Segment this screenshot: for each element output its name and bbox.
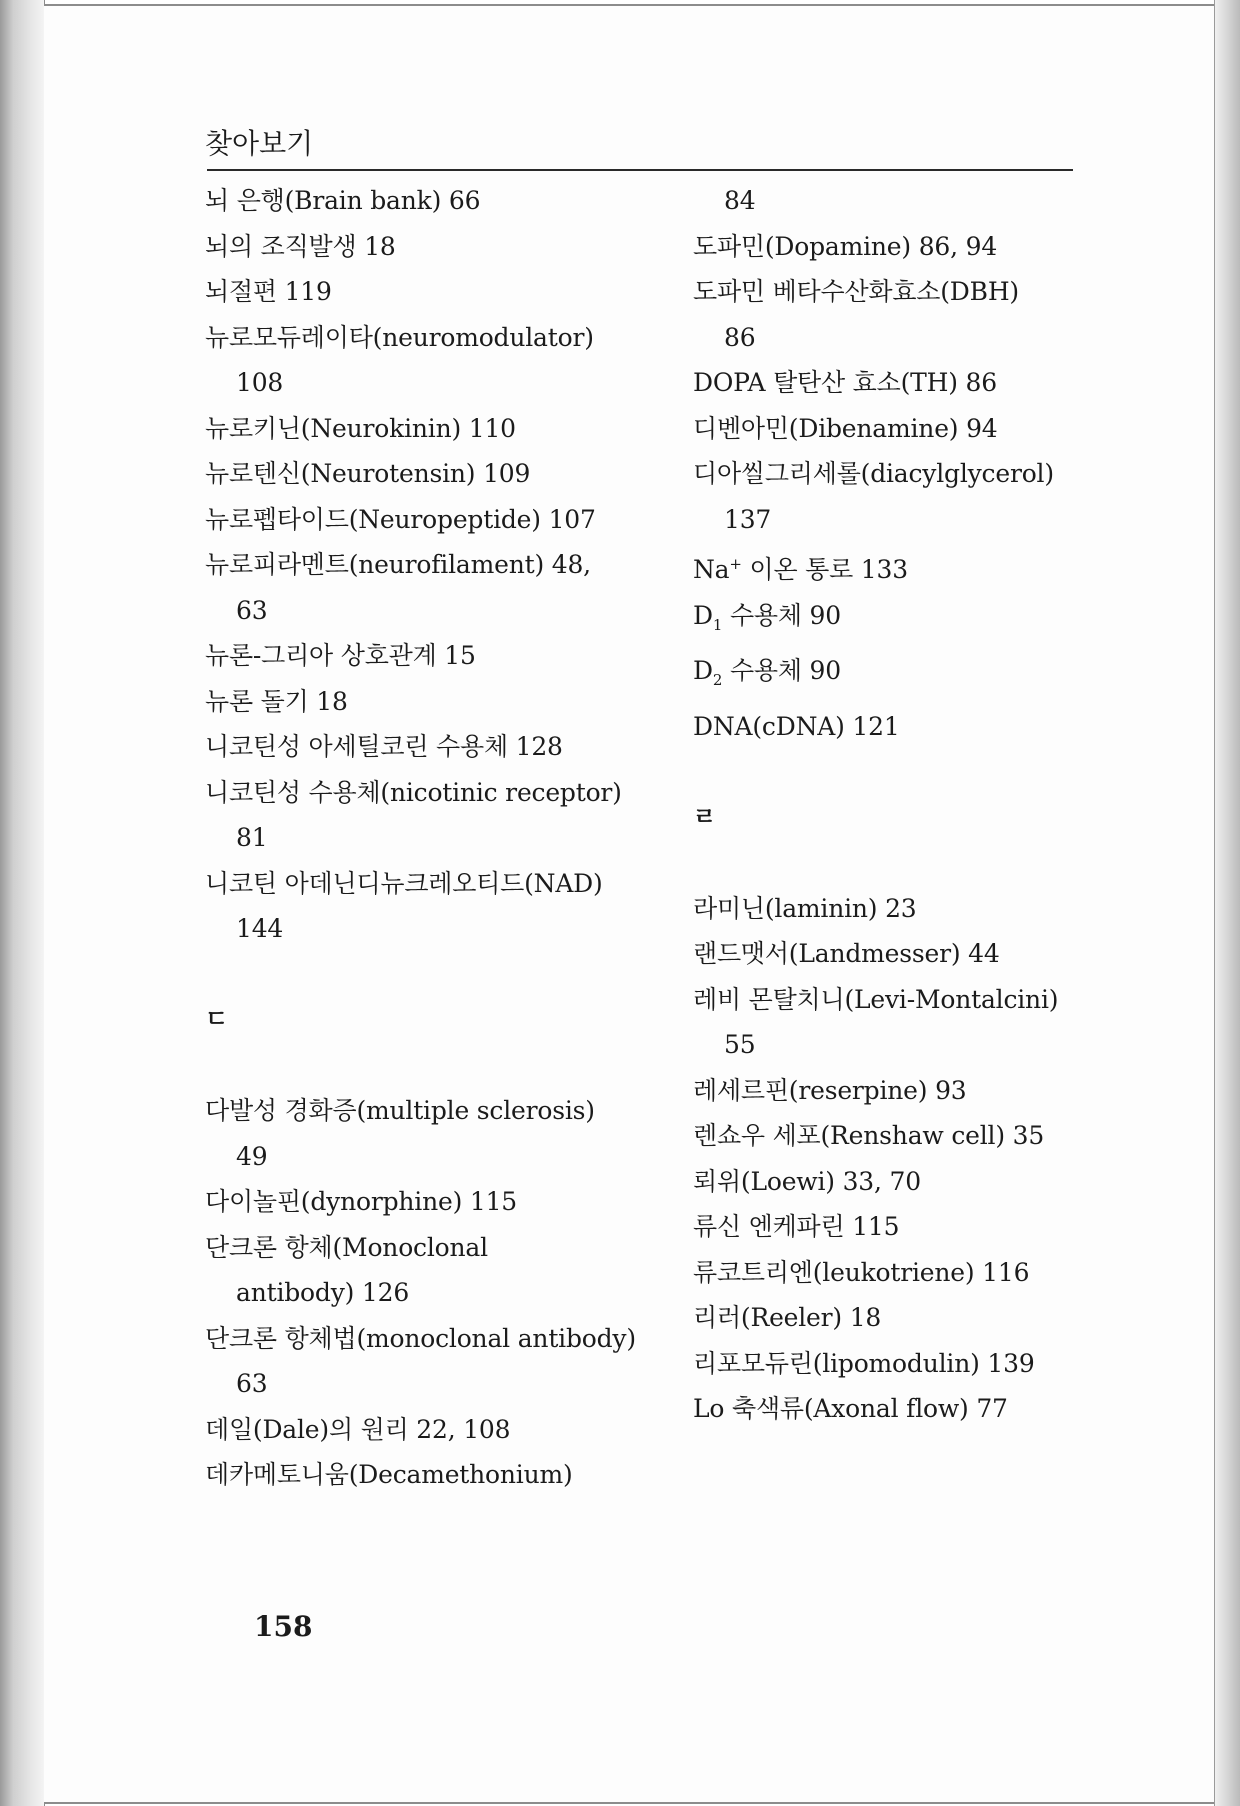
index-entry: 류코트리엔(leukotriene) 116 (693, 1257, 1030, 1287)
page-number: 158 (254, 1610, 313, 1643)
index-entry: 리포모듀린(lipomodulin) 139 (693, 1348, 1035, 1378)
index-entry: 뉴로텐신(Neurotensin) 109 (205, 459, 531, 488)
d1-subscript: 1 (712, 615, 723, 634)
na-superscript: + (729, 555, 742, 573)
index-entry: 단크론 항체(Monoclonal (205, 1232, 488, 1262)
index-entry: 라미닌(laminin) 23 (693, 893, 917, 923)
index-entry: 레비 몬탈치니(Levi-Montalcini) (693, 984, 1059, 1014)
index-entry: 뉴로모듀레이타(neuromodulator) (205, 322, 594, 352)
index-entry: 니코틴성 아세틸코린 수용체 128 (205, 732, 563, 761)
index-entry: 뉴로펩타이드(Neuropeptide) 107 (205, 504, 596, 534)
index-entry: 류신 엔케파린 115 (693, 1212, 900, 1241)
book-spine-edge (0, 0, 45, 1806)
index-entry: 단크론 항체법(monoclonal antibody) (205, 1323, 636, 1353)
index-entry-continuation: 86 (724, 322, 756, 352)
index-entry-continuation: 63 (236, 595, 268, 625)
section-spacer (205, 952, 675, 998)
index-entry: 디벤아민(Dibenamine) 94 (693, 413, 998, 443)
section-heading-r: ㄹ (693, 802, 717, 831)
d2-rest: 수용체 90 (722, 656, 841, 685)
index-entry-continuation: 81 (236, 823, 268, 852)
index-entry-continuation: 63 (236, 1369, 268, 1398)
index-entry-na-channel (693, 542, 1163, 593)
index-entry: 뇌의 조직발생 18 (205, 231, 396, 261)
page-header-title: 찾아보기 (205, 127, 314, 160)
index-entry: 뉴로피라멘트(neurofilament) 48, (205, 550, 591, 579)
index-entry: 다발성 경화증(multiple sclerosis) (205, 1096, 595, 1125)
index-entry: 뇌 은행(Brain bank) 66 (205, 186, 481, 215)
index-entry: 뢰위(Loewi) 33, 70 (693, 1166, 921, 1196)
index-entry: 랜드맷서(Landmesser) 44 (693, 939, 1000, 968)
index-entry-d1-receptor (693, 593, 1163, 649)
index-entry-d2-receptor (693, 648, 1163, 704)
d2-subscript: 2 (712, 671, 723, 689)
index-entry: 도파민(Dopamine) 86, 94 (693, 231, 998, 261)
index-entry: 뉴론-그리아 상호관계 15 (205, 641, 476, 670)
d1-prefix: D (693, 600, 713, 630)
section-heading-d: ㄷ (205, 1005, 229, 1033)
index-entry: 리러(Reeler) 18 (693, 1303, 882, 1332)
index-entry-continuation: 137 (724, 504, 772, 534)
page-right-edge (1214, 0, 1240, 1806)
header-divider (207, 169, 1073, 171)
index-entry-continuation: 84 (724, 186, 756, 215)
index-entry-continuation: 108 (236, 368, 284, 397)
index-entry-continuation: 144 (236, 914, 284, 943)
index-entry: 뇌절편 119 (205, 277, 332, 306)
na-prefix: Na (693, 555, 730, 584)
index-entry: 뉴론 돌기 18 (205, 686, 348, 716)
d1-rest: 수용체 90 (722, 600, 841, 630)
section-spacer (205, 1043, 675, 1089)
index-entry-continuation: 49 (236, 1141, 268, 1171)
index-entry-continuation: antibody) 126 (236, 1278, 410, 1307)
index-entry: 데카메토니움(Decamethonium) (205, 1460, 573, 1489)
index-entry: 도파민 베타수산화효소(DBH) (693, 277, 1019, 306)
index-entry-continuation: 55 (724, 1030, 756, 1059)
index-entry: DOPA 탈탄산 효소(TH) 86 (693, 368, 997, 397)
index-entry: 니코틴 아데닌디뉴크레오티드(NAD) (205, 868, 603, 898)
index-entry: DNA(cDNA) 121 (693, 711, 900, 741)
section-spacer (693, 840, 1163, 886)
index-entry: 뉴로키닌(Neurokinin) 110 (205, 413, 516, 443)
index-column-left (205, 178, 675, 1498)
index-entry: 데일(Dale)의 원리 22, 108 (205, 1414, 511, 1444)
index-entry: 다이놀핀(dynorphine) 115 (205, 1187, 517, 1216)
index-entry: 니코틴성 수용체(nicotinic receptor) (205, 777, 622, 807)
index-entry: Lo 축색류(Axonal flow) 77 (693, 1394, 1008, 1423)
index-entry: 디아씰그리세롤(diacylglycerol) (693, 459, 1054, 488)
na-rest: 이온 통로 133 (741, 555, 908, 584)
section-spacer (693, 749, 1163, 795)
d2-prefix: D (693, 656, 713, 685)
index-entry: 레세르핀(reserpine) 93 (693, 1075, 967, 1105)
index-entry: 렌쇼우 세포(Renshaw cell) 35 (693, 1121, 1045, 1150)
index-column-right (693, 178, 1163, 1432)
